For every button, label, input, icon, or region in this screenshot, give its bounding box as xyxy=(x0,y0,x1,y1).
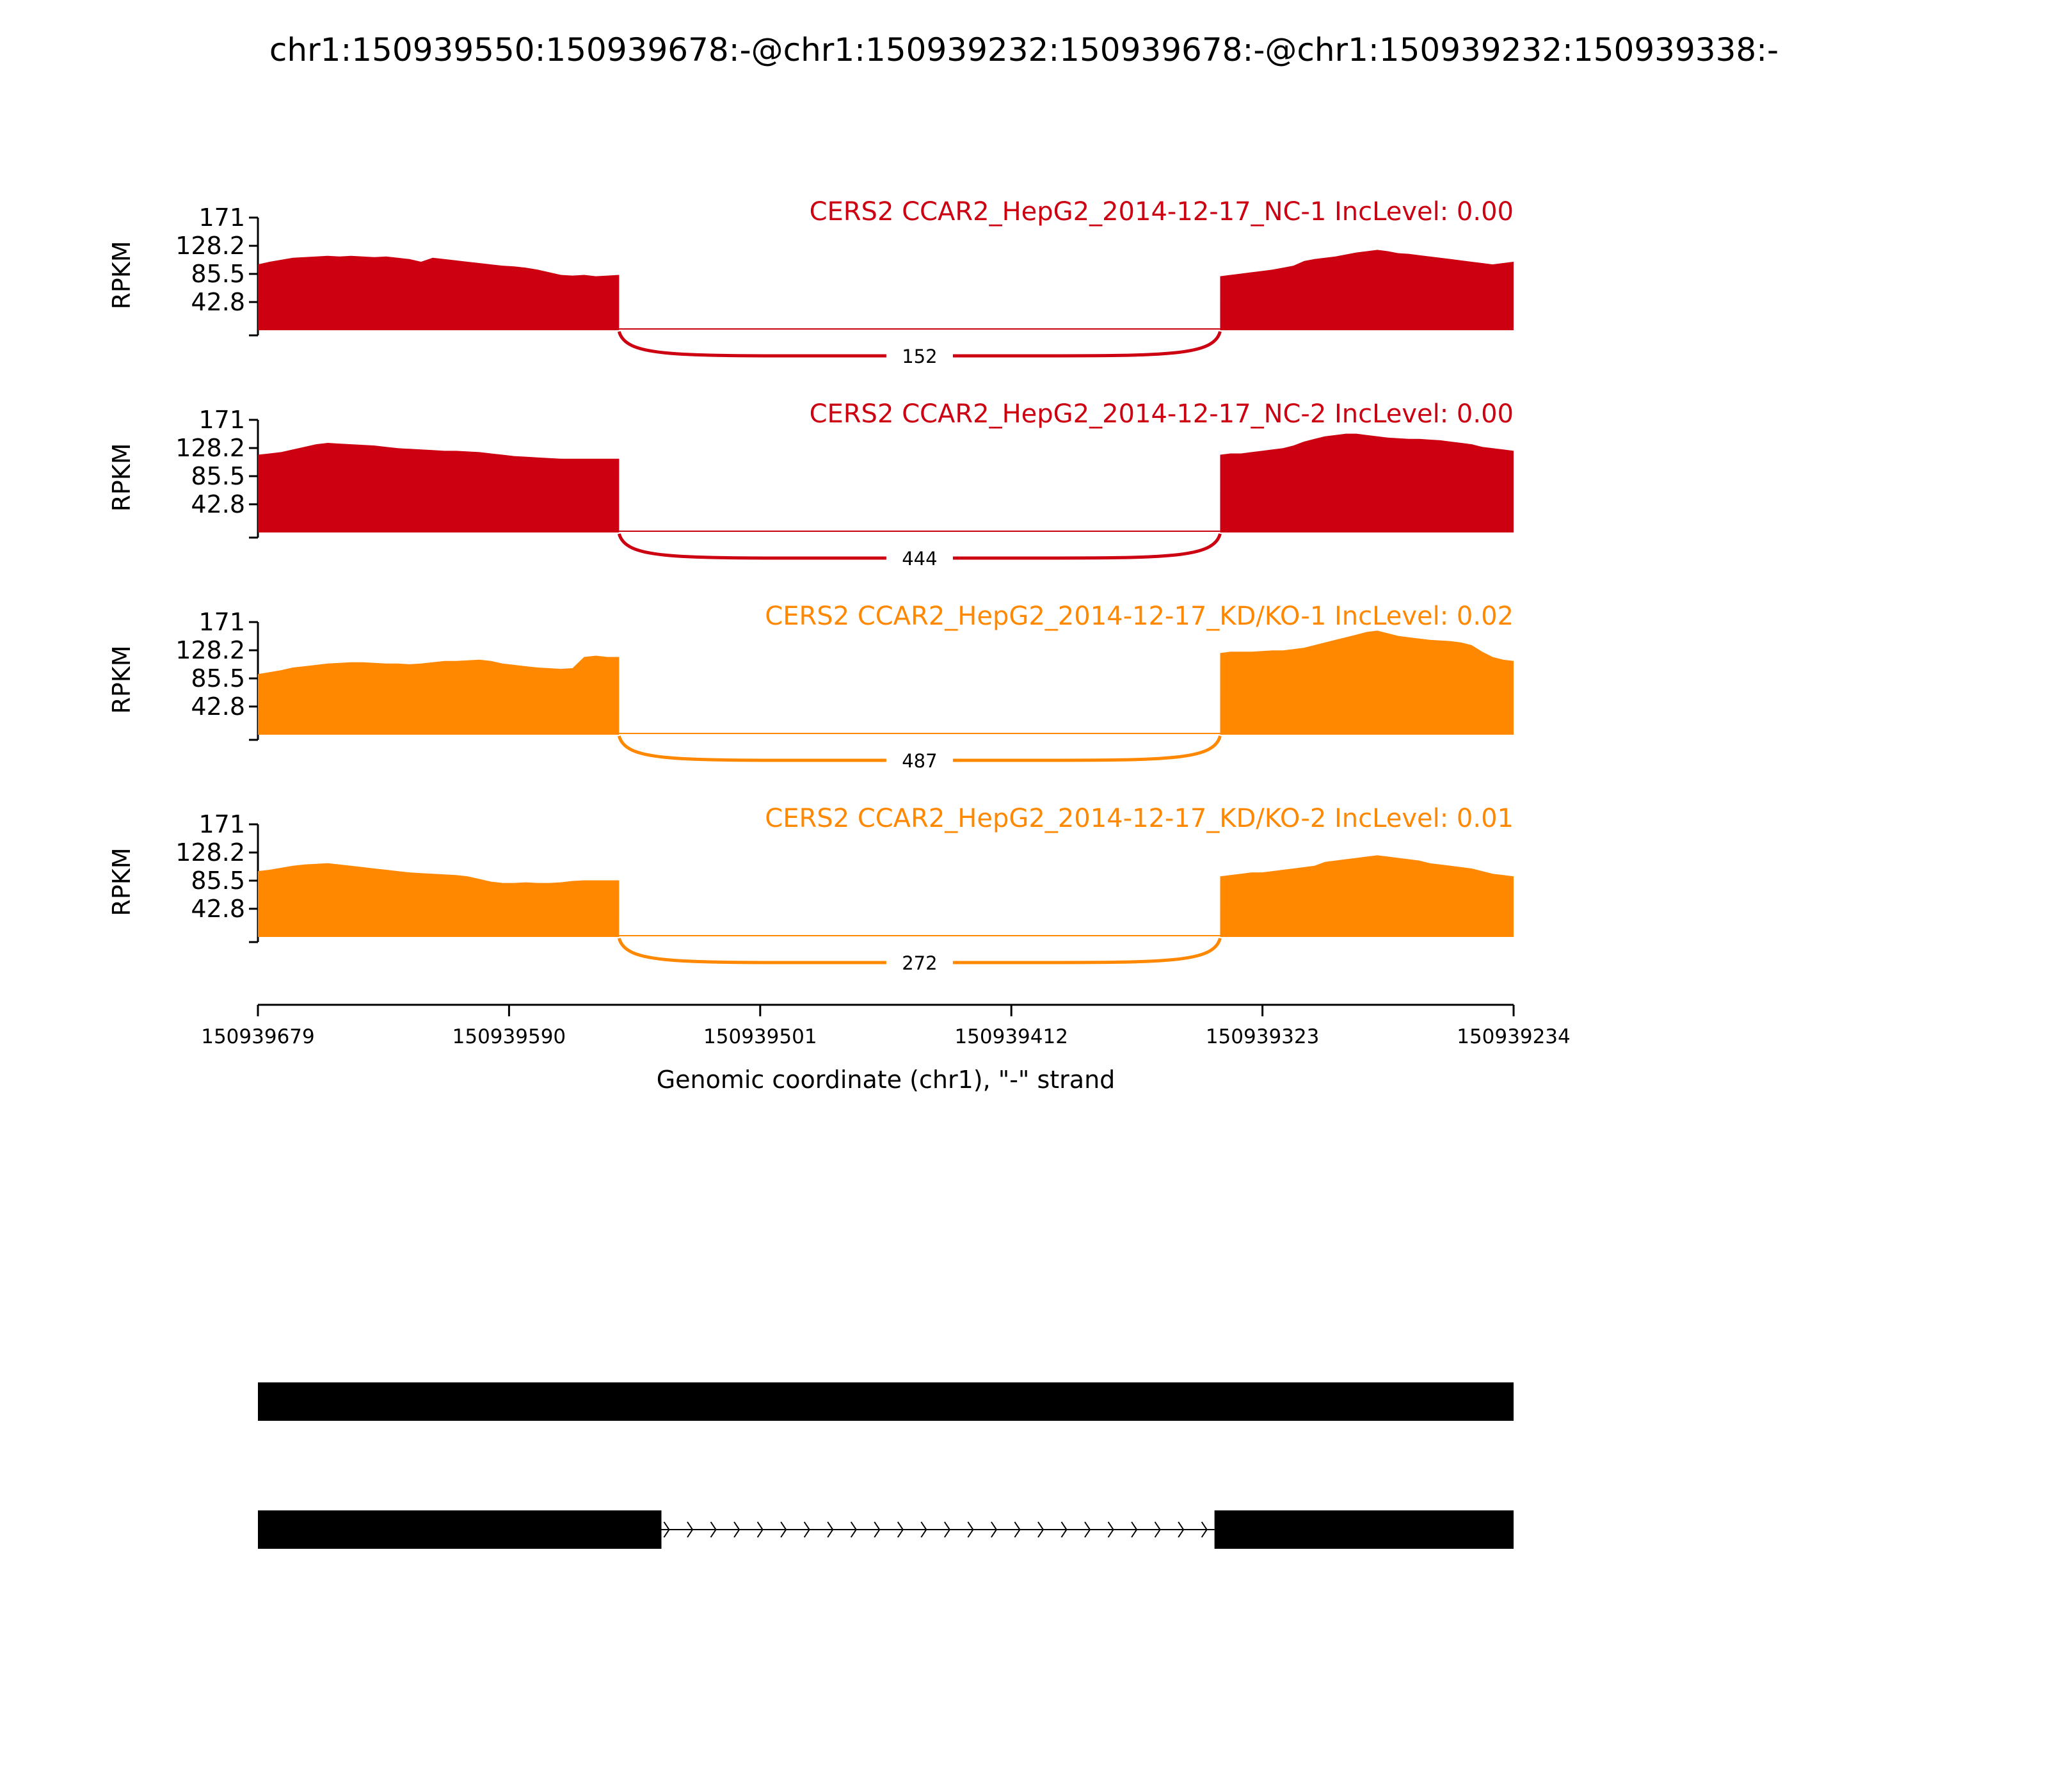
x-axis xyxy=(201,1005,1571,1094)
y-tick-label: 171 xyxy=(198,810,245,838)
coverage-area-downstream-exon xyxy=(1220,855,1514,937)
coverage-area-upstream-exon xyxy=(258,256,619,330)
y-tick-label: 128.2 xyxy=(175,838,245,867)
y-tick-label: 85.5 xyxy=(191,260,245,288)
x-tick-label: 150939679 xyxy=(201,1025,315,1048)
exon-block xyxy=(258,1382,1514,1421)
coverage-panel-4 xyxy=(108,804,1514,974)
y-tick-label: 42.8 xyxy=(191,894,245,923)
x-tick-label: 150939234 xyxy=(1457,1025,1571,1048)
chart-title: chr1:150939550:150939678:-@chr1:150939232:150939678:-@chr1:150939232:150939338:- xyxy=(269,31,1779,68)
coverage-panels xyxy=(108,197,1514,974)
coverage-panel-3 xyxy=(108,602,1514,772)
sample-label: CERS2 CCAR2_HepG2_2014-12-17_KD/KO-1 IncLevel: 0.02 xyxy=(765,602,1514,631)
coverage-area-downstream-exon xyxy=(1220,250,1514,330)
gene-model xyxy=(258,1382,1514,1549)
y-axis-label: RPKM xyxy=(108,847,136,916)
y-axis-label: RPKM xyxy=(108,645,136,714)
x-axis-label: Genomic coordinate (chr1), "-" strand xyxy=(656,1066,1116,1094)
x-tick-label: 150939590 xyxy=(452,1025,566,1048)
y-tick-label: 128.2 xyxy=(175,636,245,665)
y-tick-label: 42.8 xyxy=(191,490,245,518)
exon-block xyxy=(1215,1510,1514,1549)
y-tick-label: 171 xyxy=(198,204,245,232)
coverage-area-upstream-exon xyxy=(258,656,619,735)
sample-label: CERS2 CCAR2_HepG2_2014-12-17_NC-2 IncLevel: 0.00 xyxy=(809,399,1514,429)
y-tick-label: 42.8 xyxy=(191,692,245,721)
y-tick-label: 85.5 xyxy=(191,867,245,895)
coverage-panel-2 xyxy=(108,399,1514,570)
coverage-area-downstream-exon xyxy=(1220,630,1514,735)
x-tick-label: 150939323 xyxy=(1205,1025,1320,1048)
isoform-inclusion xyxy=(258,1382,1514,1421)
junction-count: 444 xyxy=(902,548,938,570)
sample-label: CERS2 CCAR2_HepG2_2014-12-17_NC-1 IncLevel: 0.00 xyxy=(809,197,1514,227)
x-tick-label: 150939501 xyxy=(703,1025,817,1048)
y-tick-label: 128.2 xyxy=(175,434,245,463)
y-tick-label: 85.5 xyxy=(191,462,245,490)
coverage-area-upstream-exon xyxy=(258,443,619,532)
coverage-area-downstream-exon xyxy=(1220,434,1514,532)
coverage-panel-1 xyxy=(108,197,1514,367)
isoform-skipping xyxy=(258,1510,1514,1549)
x-axis-ticks xyxy=(201,1005,1571,1048)
junction-count: 487 xyxy=(902,750,938,772)
exon-block xyxy=(258,1510,661,1549)
junction-count: 152 xyxy=(902,346,938,367)
y-tick-label: 42.8 xyxy=(191,287,245,316)
y-axis-label: RPKM xyxy=(108,443,136,512)
y-tick-label: 171 xyxy=(198,608,245,636)
x-tick-label: 150939412 xyxy=(954,1025,1068,1048)
junction-count: 272 xyxy=(902,952,938,974)
sample-label: CERS2 CCAR2_HepG2_2014-12-17_KD/KO-2 IncLevel: 0.01 xyxy=(765,804,1514,833)
y-tick-label: 128.2 xyxy=(175,232,245,260)
y-tick-label: 171 xyxy=(198,406,245,434)
coverage-area-upstream-exon xyxy=(258,863,619,937)
y-axis-label: RPKM xyxy=(108,241,136,310)
y-tick-label: 85.5 xyxy=(191,664,245,692)
